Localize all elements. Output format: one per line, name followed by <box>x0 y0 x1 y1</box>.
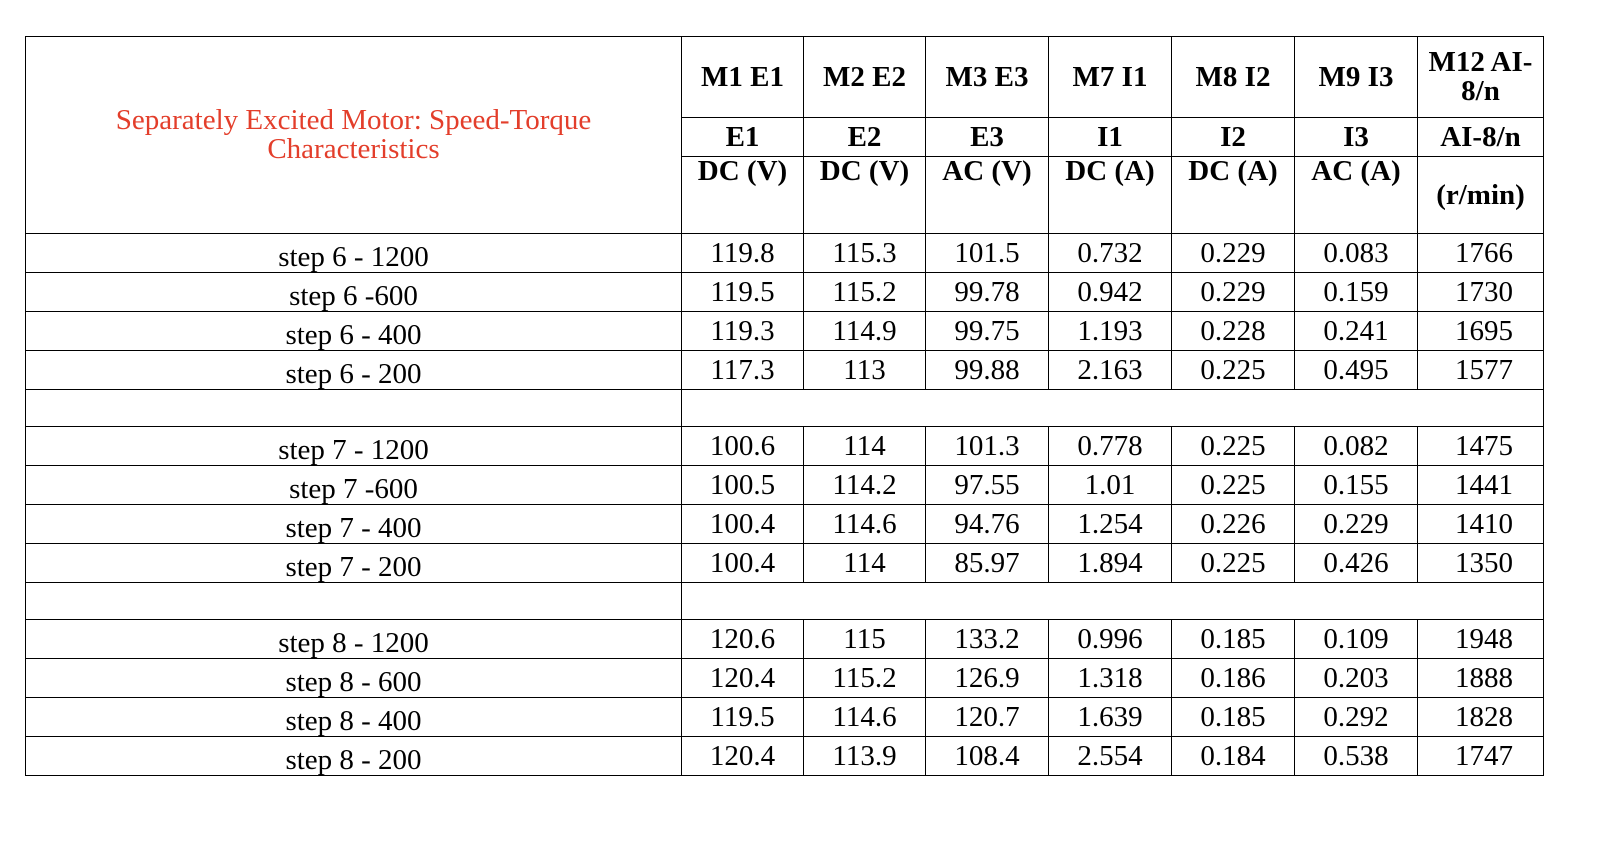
table-cell: 100.4 <box>682 544 804 583</box>
table-cell: 101.3 <box>926 427 1049 466</box>
table-cell: 0.228 <box>1172 312 1295 351</box>
header-signal: E1 <box>682 118 804 157</box>
separator-cell <box>26 390 682 427</box>
table-cell: 100.6 <box>682 427 804 466</box>
header-unit: DC (A) <box>1172 157 1295 234</box>
row-label: step 7 - 200 <box>26 544 682 583</box>
table-cell: 2.163 <box>1049 351 1172 390</box>
row-label: step 7 -600 <box>26 466 682 505</box>
row-label: step 6 - 200 <box>26 351 682 390</box>
header-signal: AI-8/n <box>1418 118 1544 157</box>
row-label: step 8 - 1200 <box>26 620 682 659</box>
table-cell: 0.226 <box>1172 505 1295 544</box>
table-cell: 115.3 <box>804 234 926 273</box>
table-title-text: Separately Excited Motor: Speed-Torque Characteristics <box>115 104 592 165</box>
table-row <box>26 427 1544 466</box>
header-meter: M2 E2 <box>804 37 926 118</box>
table-cell: 115 <box>804 620 926 659</box>
row-label: step 6 -600 <box>26 273 682 312</box>
header-unit: (r/min) <box>1418 157 1544 234</box>
table-cell: 114.9 <box>804 312 926 351</box>
table-row <box>26 737 1544 776</box>
table-cell: 0.229 <box>1295 505 1418 544</box>
header-signal: I3 <box>1295 118 1418 157</box>
table-cell: 0.229 <box>1172 234 1295 273</box>
table-cell: 0.083 <box>1295 234 1418 273</box>
separator-cell <box>682 583 1544 620</box>
table-cell: 100.4 <box>682 505 804 544</box>
table-cell: 0.778 <box>1049 427 1172 466</box>
header-meter: M12 AI-8/n <box>1418 37 1544 118</box>
table-cell: 1.639 <box>1049 698 1172 737</box>
table-cell: 133.2 <box>926 620 1049 659</box>
table-cell: 2.554 <box>1049 737 1172 776</box>
header-meter: M3 E3 <box>926 37 1049 118</box>
table-cell: 114.6 <box>804 698 926 737</box>
table-cell: 1948 <box>1418 620 1544 659</box>
table-cell: 1.318 <box>1049 659 1172 698</box>
table-body <box>26 37 1544 776</box>
table-cell: 0.292 <box>1295 698 1418 737</box>
table-cell: 0.155 <box>1295 466 1418 505</box>
table-row <box>26 620 1544 659</box>
table-cell: 1577 <box>1418 351 1544 390</box>
table-cell: 0.225 <box>1172 351 1295 390</box>
header-unit: AC (A) <box>1295 157 1418 234</box>
table-cell: 119.3 <box>682 312 804 351</box>
table-cell: 101.5 <box>926 234 1049 273</box>
table-cell: 1766 <box>1418 234 1544 273</box>
table-cell: 0.229 <box>1172 273 1295 312</box>
table-row <box>26 351 1544 390</box>
table-row <box>26 544 1544 583</box>
table-cell: 114 <box>804 427 926 466</box>
table-cell: 1350 <box>1418 544 1544 583</box>
table-cell: 94.76 <box>926 505 1049 544</box>
table-cell: 119.8 <box>682 234 804 273</box>
row-label: step 6 - 400 <box>26 312 682 351</box>
header-signal: E3 <box>926 118 1049 157</box>
row-label: step 7 - 400 <box>26 505 682 544</box>
table-cell: 119.5 <box>682 698 804 737</box>
table-cell: 114 <box>804 544 926 583</box>
table-cell: 1888 <box>1418 659 1544 698</box>
header-signal: I1 <box>1049 118 1172 157</box>
table-cell: 0.225 <box>1172 466 1295 505</box>
table-cell: 1695 <box>1418 312 1544 351</box>
table-row <box>26 273 1544 312</box>
table-cell: 0.996 <box>1049 620 1172 659</box>
table-cell: 1410 <box>1418 505 1544 544</box>
row-label: step 8 - 200 <box>26 737 682 776</box>
table-cell: 1.01 <box>1049 466 1172 505</box>
table-cell: 0.109 <box>1295 620 1418 659</box>
table-cell: 0.186 <box>1172 659 1295 698</box>
table-cell: 97.55 <box>926 466 1049 505</box>
table-cell: 0.185 <box>1172 698 1295 737</box>
table-cell: 1475 <box>1418 427 1544 466</box>
table-cell: 126.9 <box>926 659 1049 698</box>
table-row <box>26 698 1544 737</box>
table-cell: 0.732 <box>1049 234 1172 273</box>
header-unit: DC (A) <box>1049 157 1172 234</box>
table-cell: 115.2 <box>804 659 926 698</box>
row-label: step 6 - 1200 <box>26 234 682 273</box>
measurement-table <box>25 36 1544 776</box>
table-cell: 115.2 <box>804 273 926 312</box>
table-cell: 85.97 <box>926 544 1049 583</box>
table-cell: 114.2 <box>804 466 926 505</box>
header-unit: DC (V) <box>682 157 804 234</box>
header-row-meters <box>26 37 1544 118</box>
header-meter: M9 I3 <box>1295 37 1418 118</box>
group-separator-row <box>26 390 1544 427</box>
table-cell: 1441 <box>1418 466 1544 505</box>
table-row <box>26 312 1544 351</box>
table-cell: 0.185 <box>1172 620 1295 659</box>
table-cell: 100.5 <box>682 466 804 505</box>
table-cell: 108.4 <box>926 737 1049 776</box>
header-signal: I2 <box>1172 118 1295 157</box>
table-title <box>26 37 682 234</box>
table-cell: 99.78 <box>926 273 1049 312</box>
table-cell: 119.5 <box>682 273 804 312</box>
table-cell: 1747 <box>1418 737 1544 776</box>
table-cell: 1.193 <box>1049 312 1172 351</box>
row-label: step 7 - 1200 <box>26 427 682 466</box>
table-cell: 120.6 <box>682 620 804 659</box>
table-cell: 0.082 <box>1295 427 1418 466</box>
table-cell: 1.894 <box>1049 544 1172 583</box>
row-label: step 8 - 600 <box>26 659 682 698</box>
table-cell: 0.241 <box>1295 312 1418 351</box>
header-signal: E2 <box>804 118 926 157</box>
header-meter: M8 I2 <box>1172 37 1295 118</box>
group-separator-row <box>26 583 1544 620</box>
table-cell: 0.184 <box>1172 737 1295 776</box>
header-meter: M7 I1 <box>1049 37 1172 118</box>
table-cell: 113.9 <box>804 737 926 776</box>
table-cell: 117.3 <box>682 351 804 390</box>
table-cell: 0.225 <box>1172 544 1295 583</box>
table-cell: 99.88 <box>926 351 1049 390</box>
table-cell: 0.495 <box>1295 351 1418 390</box>
separator-cell <box>682 390 1544 427</box>
table-row <box>26 659 1544 698</box>
table-cell: 0.159 <box>1295 273 1418 312</box>
table-cell: 0.538 <box>1295 737 1418 776</box>
table-cell: 1.254 <box>1049 505 1172 544</box>
row-label: step 8 - 400 <box>26 698 682 737</box>
header-unit: AC (V) <box>926 157 1049 234</box>
table-cell: 120.7 <box>926 698 1049 737</box>
table-cell: 1828 <box>1418 698 1544 737</box>
header-unit: DC (V) <box>804 157 926 234</box>
table-cell: 0.225 <box>1172 427 1295 466</box>
table-cell: 114.6 <box>804 505 926 544</box>
table-cell: 0.942 <box>1049 273 1172 312</box>
table-cell: 120.4 <box>682 659 804 698</box>
table-cell: 99.75 <box>926 312 1049 351</box>
table-cell: 1730 <box>1418 273 1544 312</box>
table-row <box>26 505 1544 544</box>
table-row <box>26 234 1544 273</box>
table-cell: 120.4 <box>682 737 804 776</box>
table-cell: 0.203 <box>1295 659 1418 698</box>
table-cell: 0.426 <box>1295 544 1418 583</box>
table-row <box>26 466 1544 505</box>
separator-cell <box>26 583 682 620</box>
table-cell: 113 <box>804 351 926 390</box>
header-meter: M1 E1 <box>682 37 804 118</box>
